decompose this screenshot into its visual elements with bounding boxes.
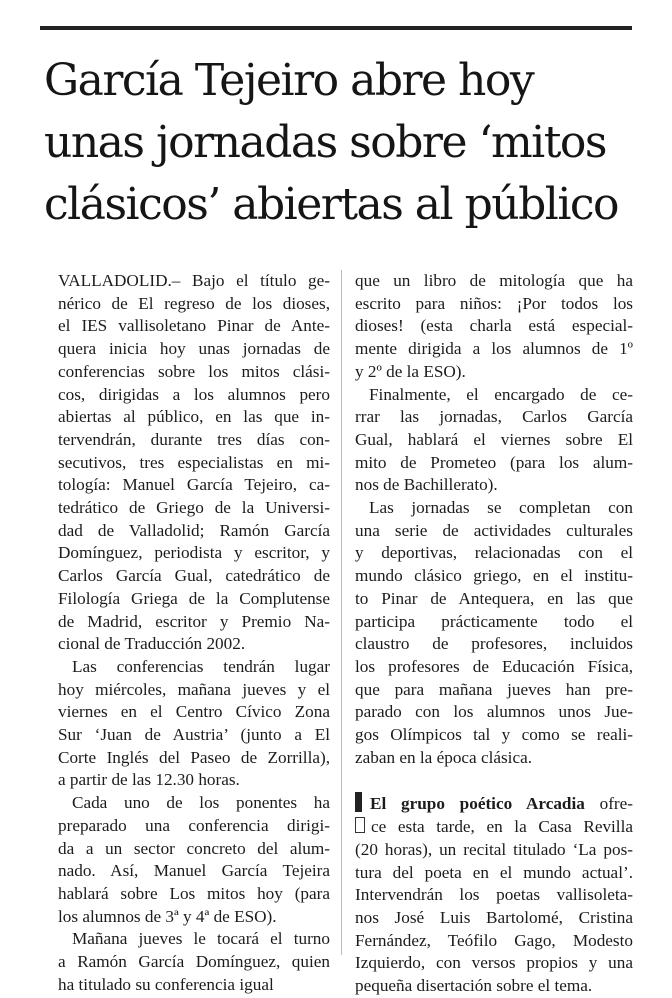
article-line: quera inicia hoy unas jornadas de bbox=[58, 339, 330, 359]
article-line: to Pinar de Antequera, en las que bbox=[355, 588, 633, 608]
brief-line bbox=[355, 816, 633, 839]
article-line: una serie de actividades culturales bbox=[355, 520, 633, 540]
brief-line-text: ce esta tarde, en la Casa Revilla bbox=[371, 817, 633, 837]
brief-lead-line bbox=[355, 792, 633, 816]
brief-line: (20 horas), un recital titulado ‘La pos- bbox=[355, 839, 633, 859]
article-line: tervendrán, durante tres días con- bbox=[58, 429, 330, 449]
article-line: Finalmente, el encargado de ce- bbox=[369, 384, 633, 404]
article-line: mito de Prometeo (para los alum- bbox=[355, 452, 633, 472]
article-body-left-column bbox=[58, 270, 330, 997]
article-line: y 2º de la ESO). bbox=[355, 361, 466, 381]
article-line: escrito para niños: ¡Por todos los bbox=[355, 293, 633, 313]
article-line: los profesores de Educación Física, bbox=[355, 656, 633, 676]
article-line: Las jornadas se completan con bbox=[369, 498, 633, 518]
article-line: nérico de El regreso de los dioses, bbox=[58, 293, 330, 313]
section-marker-icon bbox=[355, 792, 362, 812]
article-line: VALLADOLID.– Bajo el título ge- bbox=[58, 271, 330, 290]
brief-news-item bbox=[355, 792, 633, 997]
article-line: tedrático de Griego de la Universi- bbox=[58, 498, 330, 518]
article-line: parado con los alumnos unos Jue- bbox=[355, 702, 633, 722]
top-rule bbox=[40, 26, 632, 30]
article-line: abiertas al público, en las que in- bbox=[58, 407, 330, 427]
brief-line: nos José Luis Bartolomé, Cristina bbox=[355, 907, 633, 927]
section-gap bbox=[355, 769, 633, 792]
article-line: y deportivas, relacionadas con el bbox=[355, 543, 633, 563]
article-line: Domínguez, periodista y escritor, y bbox=[58, 543, 330, 563]
article-line: Gual, hablará el viernes sobre El bbox=[355, 429, 633, 449]
article-line: Las conferencias tendrán lugar bbox=[72, 656, 330, 676]
article-line: secutivos, tres especialistas en mi- bbox=[58, 452, 330, 472]
article-line: rrar las jornadas, Carlos García bbox=[355, 407, 633, 427]
article-line: tología: Manuel García Tejeiro, ca- bbox=[58, 475, 330, 495]
article-line: a partir de las 12.30 horas. bbox=[58, 770, 240, 790]
article-line: gos Olímpicos tal y como se reali- bbox=[355, 725, 633, 745]
article-line: hablará sobre Los mitos hoy (para bbox=[58, 883, 330, 903]
article-line: dioses! (esta charla está especial- bbox=[355, 316, 633, 336]
article-line: nado. Así, Manuel García Tejeira bbox=[58, 861, 330, 881]
article-line: Cada uno de los ponentes ha bbox=[72, 793, 330, 813]
column-divider bbox=[341, 270, 342, 955]
article-line: mundo clásico griego, en el institu- bbox=[355, 566, 633, 586]
article-line: a Ramón García Domínguez, quien bbox=[58, 952, 330, 972]
article-headline bbox=[44, 50, 644, 236]
article-line: de Madrid, escritor y Premio Na- bbox=[58, 611, 330, 631]
article-line: Filología Griega de la Complutense bbox=[58, 588, 330, 608]
article-line: cional de Traducción 2002. bbox=[58, 634, 246, 654]
right-column-text bbox=[355, 270, 633, 769]
article-line: Corte Inglés del Paseo de Zorrilla), bbox=[58, 747, 330, 767]
article-line: da a un sector concreto del alum- bbox=[58, 838, 330, 858]
article-line: hoy miércoles, mañana jueves y el bbox=[58, 679, 330, 699]
article-body-right-column bbox=[355, 270, 633, 998]
article-line: zaban en la época clásica. bbox=[355, 747, 533, 767]
brief-line: Intervendrán los poetas vallisoleta- bbox=[355, 885, 633, 905]
article-line: el IES vallisoletano Pinar de Ante- bbox=[58, 316, 330, 336]
article-line: participa prácticamente todo el bbox=[355, 611, 633, 631]
article-line: ha titulado su conferencia igual bbox=[58, 974, 274, 994]
brief-line: Fernández, Teófilo Gago, Modesto bbox=[355, 930, 633, 950]
article-line: mente dirigida a los alumnos de 1º bbox=[355, 339, 633, 359]
article-line: Sur ‘Juan de Austria’ (junto a El bbox=[58, 725, 330, 745]
brief-lead-rest: ofre- bbox=[584, 794, 633, 814]
article-line: que un libro de mitología que ha bbox=[355, 271, 633, 290]
dropcap-box-icon bbox=[355, 817, 365, 833]
article-line: Mañana jueves le tocará el turno bbox=[72, 929, 330, 949]
brief-line: tura del poeta en el mundo actual’. bbox=[355, 862, 633, 882]
article-line: conferencias sobre los mitos clási- bbox=[58, 361, 330, 381]
article-line: preparado una conferencia dirigi- bbox=[58, 815, 330, 835]
brief-line: pequeña disertación sobre el tema. bbox=[355, 976, 593, 996]
article-line: claustro de profesores, incluidos bbox=[355, 634, 633, 654]
article-line: dad de Valladolid; Ramón García bbox=[58, 520, 330, 540]
headline-line: clásicos’ abiertas al público bbox=[44, 179, 619, 230]
article-line: viernes en el Centro Cívico Zona bbox=[58, 702, 330, 722]
headline-line: García Tejeiro abre hoy bbox=[44, 55, 534, 106]
brief-line: Izquierdo, con versos propios y una bbox=[355, 953, 633, 973]
article-line: nos de Bachillerato). bbox=[355, 475, 498, 495]
brief-lead-bold: El grupo poético Arcadia bbox=[370, 794, 585, 814]
headline-line: unas jornadas sobre ‘mitos bbox=[44, 117, 607, 168]
article-line: cos, dirigidas a los alumnos pero bbox=[58, 384, 330, 404]
article-line: Carlos García Gual, catedrático de bbox=[58, 566, 330, 586]
article-line: que para mañana jueves han pre- bbox=[355, 679, 633, 699]
article-line: los alumnos de 3ª y 4ª de ESO). bbox=[58, 906, 277, 926]
